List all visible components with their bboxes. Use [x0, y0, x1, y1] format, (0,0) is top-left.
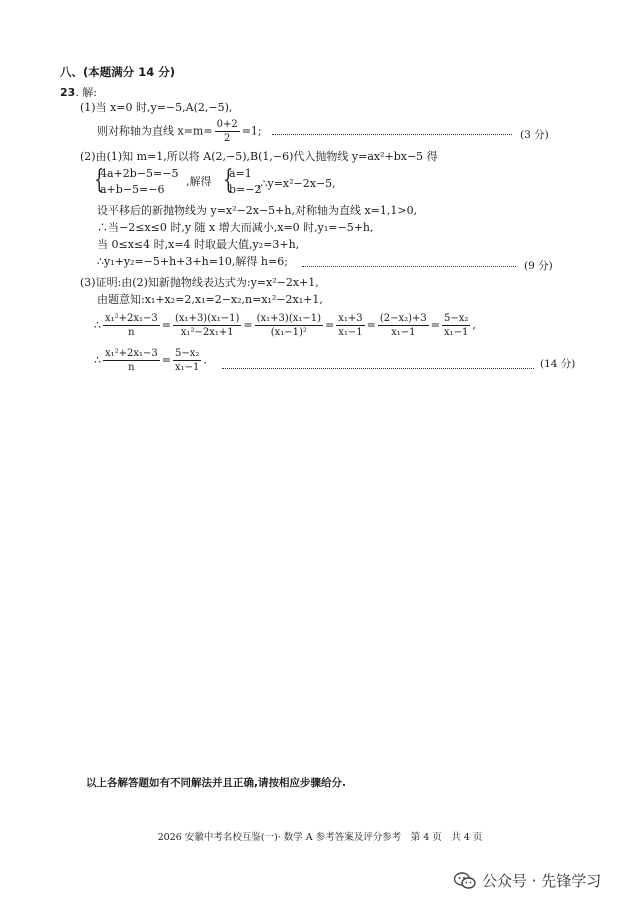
page-footer: 2026 安徽中考名校互鉴(一)· 数学 A 参考答案及评分参考 第 4 页 共 4 页 [157, 832, 483, 843]
part3-leader [222, 368, 534, 369]
part2-result: ,∴y=x²−2x−5, [257, 177, 336, 190]
problem-solution-label: . 解: [75, 86, 98, 99]
final-frac-lhs-den: n [128, 362, 135, 373]
part3-score: (14 分) [540, 358, 576, 370]
chain-frac-1 [103, 312, 160, 339]
part3-line1: (3)证明:由(2)知新抛物线表达式为:y=x²−2x+1, [80, 276, 319, 289]
chain-frac-4-den: x₁−1 [338, 327, 363, 338]
grading-note: 以上各解答题如有不同解法并且正确,请按相应步骤给分. [86, 777, 346, 789]
system1-brace: { [94, 165, 105, 195]
chain-frac-2-num: (x₁+3)(x₁−1) [175, 313, 240, 324]
chain-comma: , [472, 318, 476, 332]
chain-frac-3 [255, 312, 323, 339]
chain-frac-6 [442, 312, 470, 339]
part1-frac-den: 2 [223, 133, 231, 144]
final-frac-rhs-num: 5−x₂ [175, 348, 200, 359]
equals-sign: = [243, 318, 253, 332]
section-heading: 八、(本题满分 14 分) [60, 65, 176, 79]
chain-frac-3-num: (x₁+3)(x₁−1) [256, 313, 322, 324]
part3-equation-chain [94, 312, 476, 339]
part3-final-equation [94, 347, 207, 374]
system1-eq1: 4a+2b−5=−5 [100, 167, 179, 180]
chain-frac-3-den: (x₁−1)² [270, 327, 307, 338]
part3-line2: 由题意知:x₁+x₂=2,x₁=2−x₂,n=x₁²−2x₁+1, [97, 293, 323, 306]
chain-frac-2 [173, 312, 241, 339]
final-frac-rhs [173, 347, 201, 374]
part1-line1: (1)当 x=0 时,y=−5,A(2,−5), [80, 101, 233, 114]
part1-fraction [215, 118, 240, 145]
final-frac-lhs-num: x₁²+2x₁−3 [105, 348, 158, 359]
system1-eq2: a+b−5=−6 [100, 183, 165, 196]
part1-score: (3 分) [520, 129, 549, 141]
part2-line5: 当 0≤x≤4 时,x=4 时取最大值,y₂=3+h, [97, 238, 300, 251]
equals-sign: = [366, 318, 376, 332]
wechat-icon [454, 872, 476, 890]
final-frac-rhs-den: x₁−1 [175, 362, 200, 373]
system2-eq2: b=−2 [229, 183, 262, 196]
problem-label [60, 84, 97, 100]
equals-sign: = [161, 318, 172, 332]
therefore-symbol: ∴ [94, 318, 101, 332]
chain-frac-1-num: x₁²+2x₁−3 [105, 313, 158, 324]
watermark-text: 公众号 · 先锋学习 [482, 872, 602, 890]
chain-frac-4 [336, 312, 364, 339]
final-frac-lhs [103, 347, 160, 374]
part2-line3: 设平移后的新抛物线为 y=x²−2x−5+h,对称轴为直线 x=1,1>0, [97, 204, 418, 217]
chain-frac-5-den: x₁−1 [391, 327, 416, 338]
chain-frac-2-den: x₁²−2x₁+1 [180, 327, 234, 338]
chain-frac-6-num: 5−x₂ [444, 313, 469, 324]
part1-line2 [97, 118, 262, 145]
chain-frac-1-den: n [128, 327, 135, 338]
equals-sign: = [430, 318, 440, 332]
part1-leader [272, 134, 512, 135]
part2-leader [302, 266, 516, 267]
part2-line1: (2)由(1)知 m=1,所以将 A(2,−5),B(1,−6)代入抛物线 y=ax²+bx−5 得 [80, 150, 438, 163]
chain-frac-5-num: (2−x₂)+3 [379, 313, 427, 324]
part2-line6: ∴y₁+y₂=−5+h+3+h=10,解得 h=6; [97, 255, 288, 268]
watermark [454, 870, 601, 891]
final-therefore-symbol: ∴ [94, 353, 101, 367]
chain-frac-4-num: x₁+3 [338, 313, 363, 324]
problem-number: 23 [60, 86, 76, 99]
part2-line4: ∴当−2≤x≤0 时,y 随 x 增大而减小,x=0 时,y₁=−5+h, [97, 221, 374, 234]
final-period: . [203, 353, 207, 367]
equals-sign: = [325, 318, 335, 332]
part1-line2-suffix: =1; [241, 124, 262, 138]
system2-eq1: a=1 [229, 167, 252, 180]
system2-brace: { [223, 165, 234, 195]
equals-sign: = [161, 353, 172, 367]
part1-frac-num: 0+2 [216, 119, 238, 130]
solve-text: ,解得 [186, 175, 212, 188]
chain-frac-5 [378, 312, 429, 339]
part2-score: (9 分) [524, 260, 553, 272]
chain-frac-6-den: x₁−1 [444, 327, 469, 338]
part1-line2-prefix: 则对称轴为直线 x=m= [97, 124, 213, 138]
